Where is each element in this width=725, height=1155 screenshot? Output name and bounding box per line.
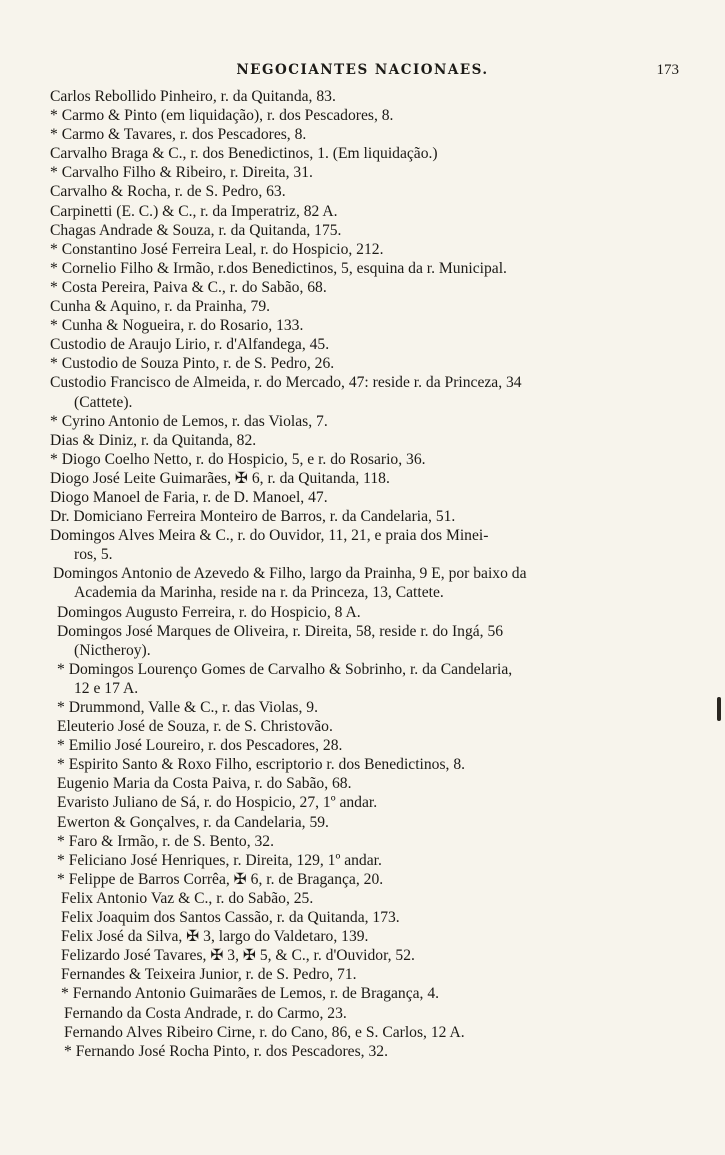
merchant-entry: * Cornelio Filho & Irmão, r.dos Benedictinos, 5, esquina da r. Municipal.: [50, 259, 507, 277]
merchant-entry: Carvalho Braga & C., r. dos Benedictinos, 1. (Em liquidação.): [50, 145, 438, 163]
merchant-entry: * Drummond, Valle & C., r. das Violas, 9.: [57, 699, 318, 716]
merchant-entry: * Feliciano José Henriques, r. Direita, 129, 1º andar.: [57, 851, 382, 869]
merchant-entry: * Custodio de Souza Pinto, r. de S. Pedro, 26.: [50, 355, 335, 373]
merchant-entry: * Felippe de Barros Corrêa, ✠ 6, r. de Bragança, 20.: [57, 870, 384, 888]
merchant-entry: * Diogo Coelho Netto, r. do Hospicio, 5, e r. do Rosario, 36.: [50, 450, 426, 468]
merchant-entry: Carpinetti (E. C.) & C., r. da Imperatriz, 82 A.: [50, 202, 338, 220]
merchant-entry: Domingos Alves Meira & C., r. do Ouvidor, 11, 21, e praia dos Minei-: [50, 527, 489, 545]
page-title: NEGOCIANTES NACIONAES.: [236, 62, 489, 78]
merchant-entry: Felix Joaquim dos Santos Cassão, r. da Quitanda, 173.: [61, 909, 400, 927]
merchant-entry: * Fernando Antonio Guimarães de Lemos, r. de Bragança, 4.: [61, 985, 440, 1003]
merchant-entry: * Carmo & Tavares, r. dos Pescadores, 8.: [50, 126, 307, 144]
merchant-entry: * Constantino José Ferreira Leal, r. do Hospicio, 212.: [50, 240, 384, 258]
merchant-entry: Domingos Augusto Ferreira, r. do Hospicio, 8 A.: [57, 603, 361, 621]
merchant-entry: * Emilio José Loureiro, r. dos Pescadores, 28.: [57, 737, 343, 755]
merchant-entry: Domingos Antonio de Azevedo & Filho, largo da Prainha, 9 E, por baixo da: [53, 565, 527, 583]
directory-listing: [50, 87, 686, 1061]
merchant-entry: * Cunha & Nogueira, r. do Rosario, 133.: [50, 317, 304, 335]
entry-continuation: (Nictheroy).: [74, 641, 151, 659]
merchant-entry: * Carmo & Pinto (em liquidação), r. dos Pescadores, 8.: [50, 107, 394, 125]
merchant-entry: Felix José da Silva, ✠ 3, largo do Valdetaro, 139.: [61, 928, 369, 946]
merchant-entry: Custodio de Araujo Lirio, r. d'Alfandega, 45.: [50, 336, 330, 354]
merchant-entry: * Domingos Lourenço Gomes de Carvalho & Sobrinho, r. da Candelaria,: [57, 660, 513, 678]
merchant-entry: Evaristo Juliano de Sá, r. do Hospicio, 27, 1º andar.: [57, 794, 378, 812]
merchant-entry: Domingos José Marques de Oliveira, r. Direita, 58, reside r. do Ingá, 56: [57, 622, 504, 640]
merchant-entry: Fernando da Costa Andrade, r. do Carmo, 23.: [64, 1004, 347, 1022]
entry-continuation: Academia da Marinha, reside na r. da Princeza, 13, Cattete.: [74, 584, 444, 602]
merchant-entry: Fernando Alves Ribeiro Cirne, r. do Cano, 86, e S. Carlos, 12 A.: [64, 1023, 465, 1041]
merchant-entry: Ewerton & Gonçalves, r. da Candelaria, 59.: [57, 813, 329, 831]
merchant-entry: Dr. Domiciano Ferreira Monteiro de Barros, r. da Candelaria, 51.: [50, 508, 456, 526]
merchant-entry: Felix Antonio Vaz & C., r. do Sabão, 25.: [61, 889, 314, 907]
merchant-entry: * Espirito Santo & Roxo Filho, escriptorio r. dos Benedictinos, 8.: [57, 756, 466, 774]
merchant-entry: Eleuterio José de Souza, r. de S. Christovão.: [57, 718, 333, 736]
merchant-entry: Eugenio Maria da Costa Paiva, r. do Sabão, 68.: [57, 775, 352, 793]
entry-continuation: ros, 5.: [74, 546, 113, 564]
page-number: 173: [656, 62, 679, 78]
merchant-entry: Fernandes & Teixeira Junior, r. de S. Pedro, 71.: [61, 966, 357, 984]
merchant-entry: * Cyrino Antonio de Lemos, r. das Violas, 7.: [50, 412, 328, 430]
merchant-entry: * Carvalho Filho & Ribeiro, r. Direita, 31.: [50, 164, 313, 182]
merchant-entry: Cunha & Aquino, r. da Prainha, 79.: [50, 298, 271, 316]
margin-ink-mark: [717, 697, 721, 721]
merchant-entry: * Costa Pereira, Paiva & C., r. do Sabão, 68.: [50, 278, 327, 296]
merchant-entry: * Faro & Irmão, r. de S. Bento, 32.: [57, 832, 274, 850]
entry-continuation: (Cattete).: [74, 393, 133, 411]
running-header: [0, 62, 725, 84]
merchant-entry: Carvalho & Rocha, r. de S. Pedro, 63.: [50, 183, 286, 201]
merchant-entry: Chagas Andrade & Souza, r. da Quitanda, 175.: [50, 221, 342, 239]
merchant-entry: Custodio Francisco de Almeida, r. do Mercado, 47: reside r. da Princeza, 34: [50, 374, 522, 392]
entry-continuation: 12 e 17 A.: [74, 679, 139, 697]
merchant-entry: Diogo Manoel de Faria, r. de D. Manoel, 47.: [50, 488, 328, 506]
merchant-entry: Dias & Diniz, r. da Quitanda, 82.: [50, 431, 257, 449]
merchant-entry: Carlos Rebollido Pinheiro, r. da Quitanda, 83.: [50, 88, 336, 105]
merchant-entry: Diogo José Leite Guimarães, ✠ 6, r. da Quitanda, 118.: [50, 469, 390, 487]
merchant-entry: Felizardo José Tavares, ✠ 3, ✠ 5, & C., r. d'Ouvidor, 52.: [61, 947, 415, 965]
merchant-entry: * Fernando José Rocha Pinto, r. dos Pescadores, 32.: [64, 1042, 388, 1060]
